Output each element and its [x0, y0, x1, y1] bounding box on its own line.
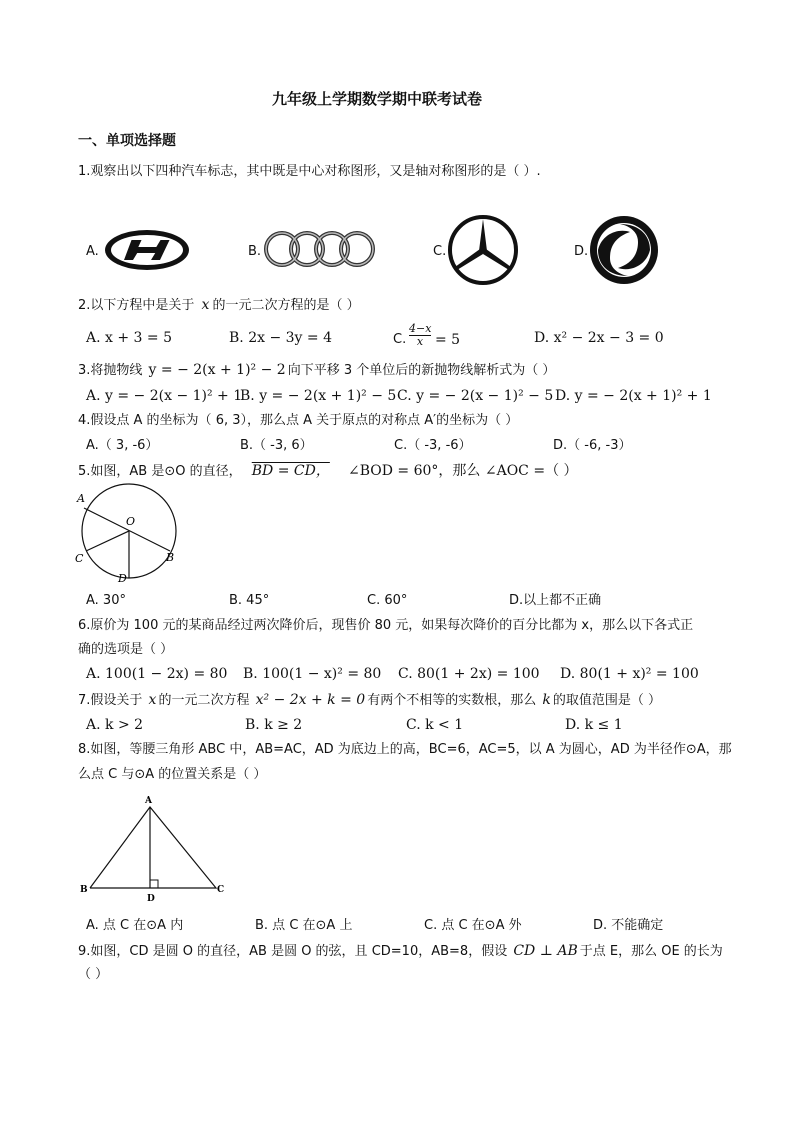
q9-stem-line2: （ ） — [78, 967, 109, 982]
q4-option-d: D.（ -6, -3） — [553, 438, 632, 453]
q1-stem: 1.观察出以下四种汽车标志，其中既是中心对称图形，又是轴对称图形的是（ ）. — [78, 164, 541, 179]
q5-option-c: C. 60° — [367, 593, 408, 608]
q6-option-d: D. 80(1 + x)² = 100 — [560, 666, 699, 682]
q4-option-c: C.（ -3, -6） — [394, 438, 472, 453]
audi-logo-icon — [262, 227, 380, 271]
q1-label-c: C. — [433, 244, 447, 259]
page-title: 九年级上学期数学期中联考试卷 — [272, 90, 483, 108]
q6-stem-line2: 确的选项是（ ） — [78, 642, 174, 657]
q3-option-a: A. y = − 2(x − 1)² + 1 — [86, 388, 243, 404]
q5-option-d: D.以上都不正确 — [509, 593, 602, 608]
q8-option-d: D. 不能确定 — [593, 918, 664, 933]
fig-label-c: C — [217, 885, 225, 895]
fig-label-o: O — [126, 515, 136, 528]
q8-option-c: C. 点 C 在⊙A 外 — [424, 918, 522, 933]
q1-label-a: A. — [86, 244, 99, 259]
q1-label-b: B. — [248, 244, 262, 259]
hyundai-logo-icon — [103, 226, 193, 274]
q4-option-b: B.（ -3, 6） — [240, 438, 313, 453]
q7-option-d: D. k ≤ 1 — [565, 717, 623, 733]
q8-option-a: A. 点 C 在⊙A 内 — [86, 918, 184, 933]
fig-label-a: A — [145, 796, 152, 806]
section-heading: 一、单项选择题 — [78, 133, 176, 149]
q8-stem-line1: 8.如图，等腰三角形 ABC 中，AB=AC，AD 为底边上的高，BC=6，AC=5，以 A 为圆心，AD 为半径作⊙A，那 — [78, 742, 732, 757]
q2-option-c-rhs: = 5 — [435, 332, 461, 348]
q3-stem: 3.将抛物线 y = − 2(x + 1)² − 2 向下平移 3 个单位后的新抛物线解析式为（ ） — [78, 362, 556, 378]
fig-label-b: B — [166, 551, 175, 564]
q1-label-d: D. — [574, 244, 589, 259]
q4-stem: 4.假设点 A 的坐标为（ 6, 3），那么点 A 关于原点的对称点 A′的坐标为（ ） — [78, 413, 519, 428]
q2-stem: 2.以下方程中是关于 x 的一元二次方程的是（ ） — [78, 297, 360, 313]
q3-option-b: B. y = − 2(x + 1)² − 5 — [240, 388, 397, 404]
q5-stem: 5.如图，AB 是⊙O 的直径， BD = CD， ∠BOD = 60°，那么 ∠AOC =（ ） — [78, 463, 578, 479]
q2-option-b: B. 2x − 3y = 4 — [229, 330, 332, 346]
q4-option-a: A.（ 3, -6） — [86, 438, 159, 453]
q6-option-b: B. 100(1 − x)² = 80 — [243, 666, 382, 682]
q6-stem-line1: 6.原价为 100 元的某商品经过两次降价后，现售价 80 元，如果每次降价的百分比都为 x，那么以下各式正 — [78, 618, 694, 633]
fig-label-a: A — [77, 492, 85, 505]
q5-circle-figure — [72, 488, 182, 584]
fig-label-d: D — [118, 572, 127, 585]
q8-option-b: B. 点 C 在⊙A 上 — [255, 918, 353, 933]
q2-option-a: A. x + 3 = 5 — [86, 330, 172, 346]
q3-option-d: D. y = − 2(x + 1)² + 1 — [555, 388, 712, 404]
q3-option-c: C. y = − 2(x − 1)² − 5 — [397, 388, 554, 404]
fig-label-d: D — [147, 894, 155, 904]
dongfeng-logo-icon — [588, 214, 660, 286]
fig-label-b: B — [80, 885, 88, 895]
q8-triangle-figure — [78, 793, 228, 905]
q7-option-a: A. k > 2 — [86, 717, 144, 733]
q2-option-d: D. x² − 2x − 3 = 0 — [534, 330, 664, 346]
q7-stem: 7.假设关于 x 的一元二次方程 x² − 2x + k = 0 有两个不相等的实数根，那么 k 的取值范围是（ ） — [78, 692, 661, 708]
q8-stem-line2: 么点 C 与⊙A 的位置关系是（ ） — [78, 767, 267, 782]
q9-stem: 9.如图，CD 是圆 O 的直径，AB 是圆 O 的弦，且 CD=10，AB=8，假设 CD ⊥ AB 于点 E，那么 OE 的长为 — [78, 943, 723, 959]
q7-option-b: B. k ≥ 2 — [245, 717, 303, 733]
q6-option-c: C. 80(1 + 2x) = 100 — [398, 666, 540, 682]
mercedes-logo-icon — [447, 214, 519, 286]
q7-option-c: C. k < 1 — [406, 717, 464, 733]
q2-option-c: C. — [393, 332, 407, 347]
q6-option-a: A. 100(1 − 2x) = 80 — [86, 666, 228, 682]
q2-c-fraction: 4−x x — [409, 322, 432, 348]
q5-option-a: A. 30° — [86, 593, 126, 608]
fig-label-c: C — [75, 552, 84, 565]
q5-option-b: B. 45° — [229, 593, 270, 608]
